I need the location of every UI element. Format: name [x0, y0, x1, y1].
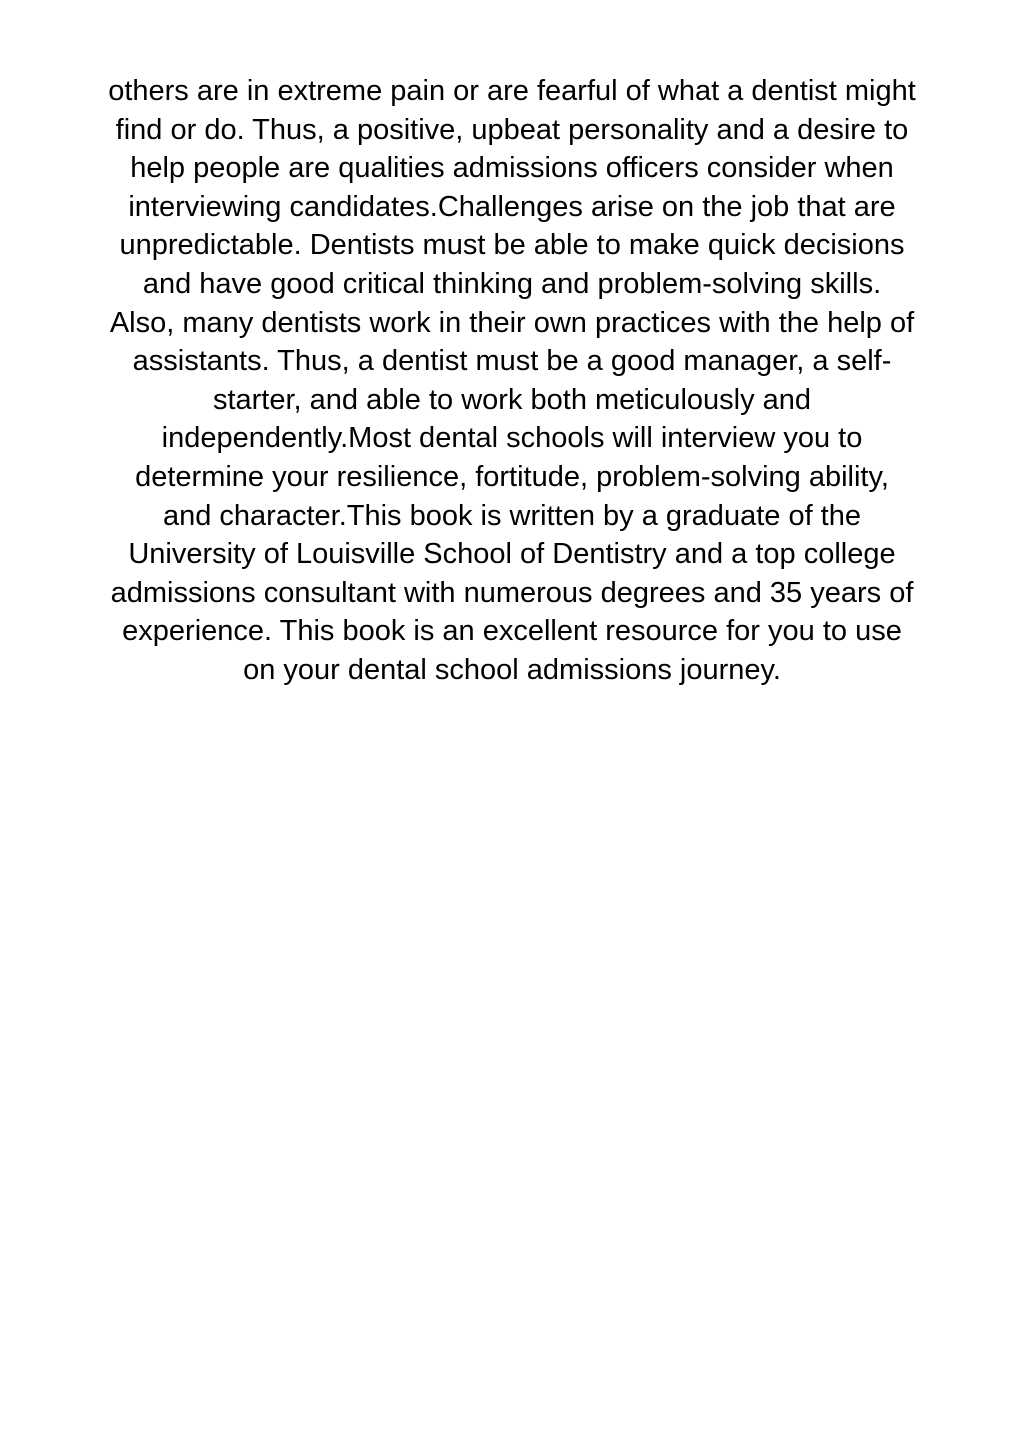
paragraph-line: and have good critical thinking and problem-solving skills. — [142, 267, 882, 300]
paragraph-line: experience. This book is an excellent resource for you to use — [122, 615, 902, 648]
paragraph-line: University of Louisville School of Dentistry and a top college — [128, 538, 896, 571]
paragraph-line: starter, and able to work both meticulously and — [212, 383, 812, 416]
paragraph-line: help people are qualities admissions officers consider when — [130, 152, 894, 185]
body-paragraph — [30, 72, 994, 690]
paragraph-line: find or do. Thus, a positive, upbeat personality and a desire to — [115, 113, 909, 146]
paragraph-line: on your dental school admissions journey. — [243, 653, 781, 686]
paragraph-line: determine your resilience, fortitude, problem-solving ability, — [135, 460, 889, 493]
paragraph-line: assistants. Thus, a dentist must be a good manager, a self- — [132, 345, 892, 378]
paragraph-line: and character.This book is written by a graduate of the — [162, 499, 861, 532]
paragraph-line: unpredictable. Dentists must be able to make quick decisions — [119, 229, 905, 262]
paragraph-line: Also, many dentists work in their own practices with the help of — [109, 306, 915, 339]
paragraph-line: others are in extreme pain or are fearful of what a dentist might — [108, 75, 916, 107]
paragraph-line: interviewing candidates.Challenges arise on the job that are — [128, 190, 896, 223]
paragraph-line: admissions consultant with numerous degrees and 35 years of — [110, 576, 914, 609]
paragraph-line: independently.Most dental schools will interview you to — [161, 422, 863, 455]
